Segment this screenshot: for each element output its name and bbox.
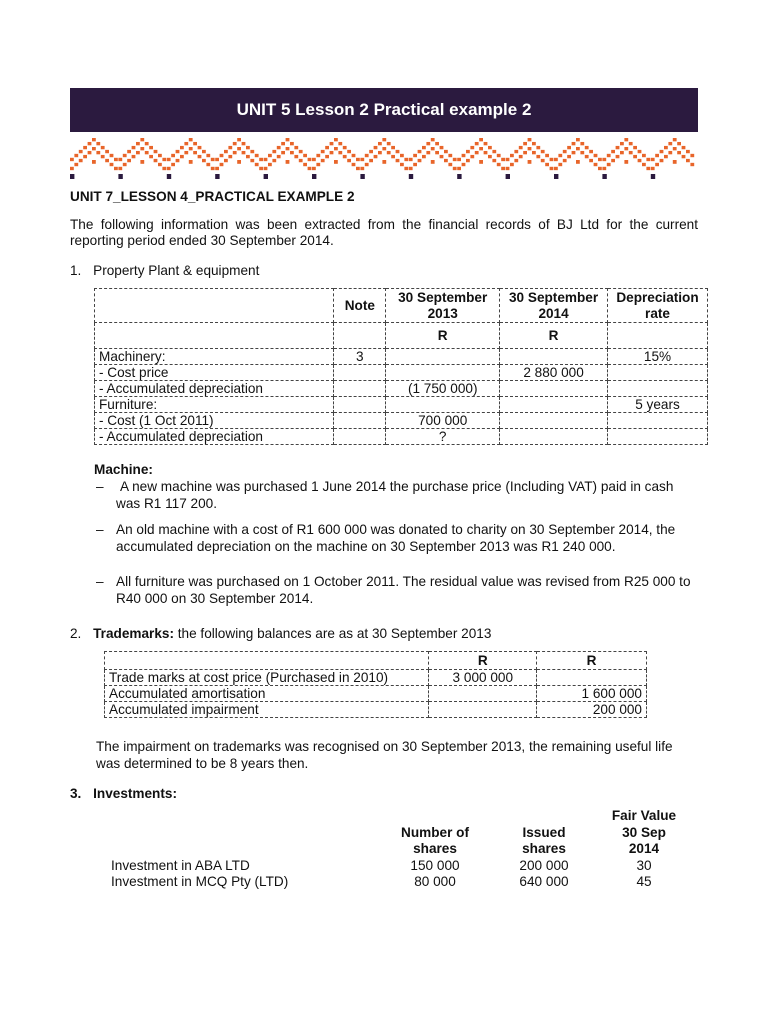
trademarks-cell-a [429,686,537,702]
inv-header-fair-1: Fair Value [611,808,677,823]
machine-bullet-1 [96,478,700,512]
ppe-header-2013: 30 September 2013 [386,289,500,323]
inv-header-blank [111,808,371,825]
ppe-cell-note [334,397,386,413]
ppe-header-rate: Depreciation rate [608,289,708,323]
inv-header-fair-3: 2014 [628,841,660,856]
bullet-text: An old machine with a cost of R1 600 000 was donated to charity on 30 September 2014, the accumulated depreciation on the machine on 30 September 2013 was R1 240 000. [116,522,676,554]
ppe-cell-v2013: ? [386,429,500,445]
inv-header-issued-3: shares [522,841,566,856]
trademarks-header-blank [105,652,429,670]
bullet-text: A new machine was purchased 1 June 2014 the purchase price (Including VAT) paid in cash was R1 117 200. [116,479,674,511]
trademarks-note: The impairment on trademarks was recognised on 30 September 2013, the remaining useful life was determined to be 8 years then. [96,739,673,771]
ppe-currency-row [95,323,708,349]
ppe-row [95,349,708,365]
ppe-cell-label: - Accumulated depreciation [95,381,334,397]
intro-paragraph: The following information was been extracted from the financial records of BJ Ltd for the current reporting period ended 30 September 2014. [70,217,698,248]
ppe-cell-blank [95,323,334,349]
trademarks-cell-label: Accumulated amortisation [105,686,429,702]
bullet-dash: – [96,479,104,494]
ppe-cell-blank [608,323,708,349]
bullet-dash: – [96,574,104,589]
ppe-cell-note: 3 [334,349,386,365]
ppe-table [94,288,708,445]
ppe-cell-label: - Cost price [95,365,334,381]
ppe-cell-v2013 [386,349,500,365]
ppe-cell-note [334,413,386,429]
inv-header-fair-2: 30 Sep [622,824,666,840]
doc-subtitle: UNIT 7_LESSON 4_PRACTICAL EXAMPLE 2 [70,189,355,204]
decorative-zigzag-pattern [70,138,698,180]
investment-cell-fair: 30 [636,857,652,873]
investment-row [111,874,699,891]
section-number: 2. [70,626,82,641]
ppe-cell-label: Furniture: [95,397,334,413]
machine-heading: Machine: [94,462,153,477]
trademarks-header-r2: R [537,652,647,670]
investment-cell-label: Investment in ABA LTD [111,857,250,873]
trademarks-row [105,670,647,686]
investment-cell-shares: 80 000 [414,874,456,889]
ppe-header-2014: 30 September 2014 [500,289,608,323]
trademarks-cell-b: 1 600 000 [537,686,647,702]
page-banner [70,88,698,132]
investments-table [111,808,699,891]
investment-cell-label: Investment in MCQ Pty (LTD) [111,874,289,889]
trademarks-table [104,651,647,718]
ppe-header-row [95,289,708,323]
section-text: the following balances are as at 30 September 2013 [173,626,492,641]
ppe-cell-v2013: 700 000 [386,413,500,429]
ppe-cell-note [334,381,386,397]
ppe-cell-v2014 [500,429,608,445]
trademarks-cell-b [537,670,647,686]
ppe-row [95,413,708,429]
investment-cell-issued: 200 000 [519,857,569,873]
ppe-cell-blank [334,323,386,349]
inv-header-issued-2: Issued [522,824,566,840]
ppe-cell-v2014: 2 880 000 [500,365,608,381]
ppe-cell-v2013 [386,365,500,381]
ppe-cell-note [334,429,386,445]
ppe-cell-v2014 [500,349,608,365]
trademarks-header-r1: R [429,652,537,670]
section-title: Investments: [93,786,177,801]
ppe-cell-v2013 [386,397,500,413]
investments-header-row-1 [111,808,699,825]
investment-row [111,858,699,875]
trademarks-row [105,702,647,718]
ppe-cell-rate [608,429,708,445]
ppe-currency-2013: R [386,323,500,349]
section-2-heading [70,626,491,641]
inv-header-shares-3: shares [413,841,457,856]
investments-header-row-3 [111,841,699,858]
ppe-row [95,397,708,413]
ppe-row [95,381,708,397]
section-title: Trademarks: [93,626,174,641]
ppe-cell-rate: 5 years [608,397,708,413]
trademarks-row [105,686,647,702]
section-3-heading [70,786,177,801]
section-1-heading [70,263,259,278]
investments-header-row-2 [111,825,699,842]
ppe-header-blank [95,289,334,323]
ppe-cell-rate [608,365,708,381]
ppe-cell-rate: 15% [608,349,708,365]
trademarks-cell-b: 200 000 [537,702,647,718]
bullet-text: All furniture was purchased on 1 October 2011. The residual value was revised from R25 000 to R40 000 on 30 September 2014. [116,574,691,606]
banner-title: UNIT 5 Lesson 2 Practical example 2 [236,100,532,119]
ppe-cell-rate [608,381,708,397]
bullet-dash: – [96,522,104,537]
ppe-cell-label: - Cost (1 Oct 2011) [95,413,334,429]
ppe-cell-label: Machinery: [95,349,334,365]
ppe-cell-v2013: (1 750 000) [386,381,500,397]
inv-header-issued-1 [499,808,589,825]
trademarks-cell-label: Trade marks at cost price (Purchased in 2010) [105,670,429,686]
trademarks-header-row [105,652,647,670]
machine-bullet-2 [96,521,700,555]
inv-header-blank [111,825,371,842]
section-number: 3. [70,786,82,801]
ppe-cell-note [334,365,386,381]
ppe-row [95,429,708,445]
ppe-cell-v2014 [500,397,608,413]
section-number: 1. [70,263,82,278]
trademarks-cell-a [429,702,537,718]
ppe-currency-2014: R [500,323,608,349]
ppe-cell-v2014 [500,413,608,429]
investment-cell-issued: 640 000 [519,874,569,889]
ppe-header-note: Note [334,289,386,323]
ppe-cell-label: - Accumulated depreciation [95,429,334,445]
investment-cell-shares: 150 000 [410,857,460,873]
ppe-cell-rate [608,413,708,429]
trademarks-cell-a: 3 000 000 [429,670,537,686]
inv-header-shares-2: Number of [401,824,469,840]
trademarks-cell-label: Accumulated impairment [105,702,429,718]
machine-bullet-3 [96,573,700,607]
ppe-cell-v2014 [500,381,608,397]
inv-header-shares-1 [371,808,499,825]
ppe-row [95,365,708,381]
investment-cell-fair: 45 [636,874,652,889]
inv-header-blank [111,841,371,858]
section-title: Property Plant & equipment [93,263,260,278]
